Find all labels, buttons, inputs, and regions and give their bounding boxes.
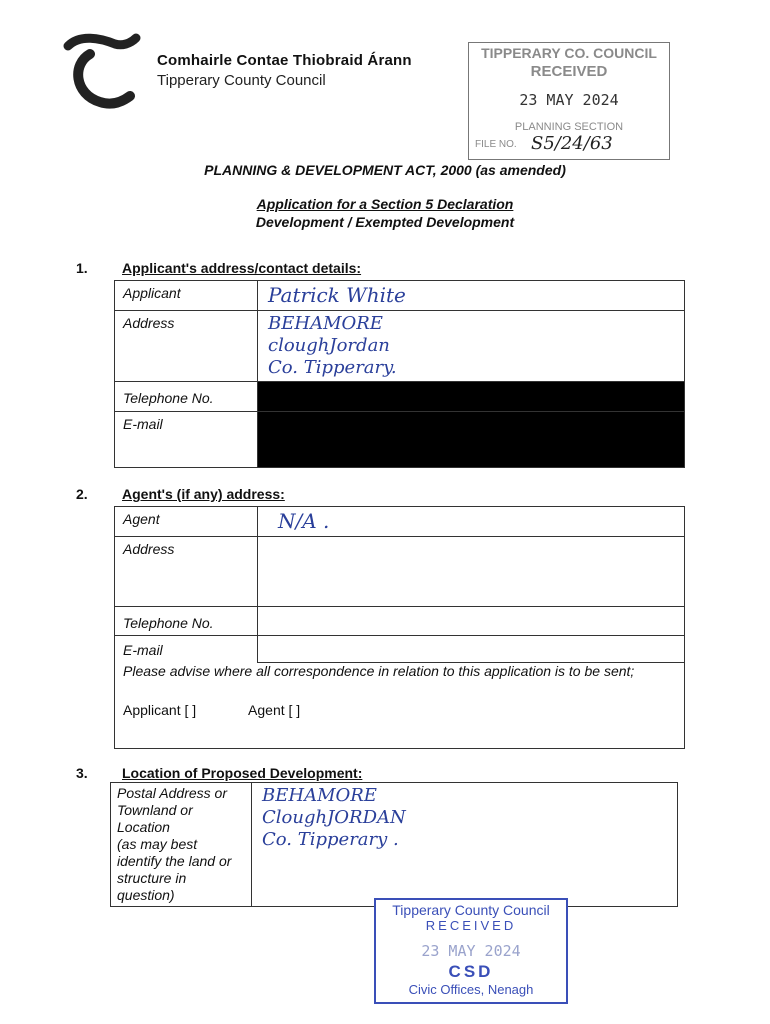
telephone-label: Telephone No.	[115, 382, 258, 412]
telephone-redacted	[258, 382, 685, 412]
agent-telephone-value[interactable]	[258, 607, 685, 636]
location-table	[110, 782, 678, 907]
address-value[interactable]	[258, 311, 685, 382]
council-name-irish: Comhairle Contae Thiobraid Árann	[157, 52, 412, 69]
council-name-english: Tipperary County Council	[157, 72, 326, 89]
location-line: CloughJORDAN	[262, 807, 406, 828]
address-line: cloughJordan	[268, 335, 390, 356]
correspondence-agent-option[interactable]: Agent [ ]	[248, 701, 301, 718]
location-label-line: Townland or	[117, 802, 193, 818]
agent-address-label: Address	[115, 537, 258, 607]
received-stamp	[468, 42, 670, 160]
agent-telephone-label: Telephone No.	[115, 607, 258, 636]
correspondence-cell	[115, 662, 685, 748]
location-line: Co. Tipperary .	[262, 829, 399, 850]
applicant-table	[114, 280, 685, 468]
csd-stamp-received: RECEIVED	[425, 918, 517, 933]
agent-email-label: E-mail	[115, 636, 258, 663]
agent-email-value[interactable]	[258, 636, 685, 663]
section2-title: Agent's (if any) address:	[122, 486, 285, 502]
stamp-received: RECEIVED	[530, 63, 608, 80]
application-title: Application for a Section 5 Declaration	[256, 196, 514, 212]
csd-received-stamp	[374, 898, 568, 1004]
location-label-line: Postal Address or	[117, 785, 227, 801]
location-value[interactable]	[252, 783, 678, 907]
stamp-section: PLANNING SECTION	[514, 121, 624, 133]
section3-title: Location of Proposed Development:	[122, 765, 363, 781]
csd-stamp-csd: CSD	[448, 962, 494, 981]
csd-stamp-date: 23 MAY 2024	[421, 942, 521, 960]
address-line: BEHAMORE	[268, 313, 383, 334]
correspondence-applicant-option[interactable]: Applicant [ ]	[123, 701, 197, 718]
agent-table	[114, 506, 685, 749]
location-label-line: question)	[117, 887, 175, 903]
stamp-date: 23 MAY 2024	[519, 91, 619, 109]
applicant-label: Applicant	[115, 281, 258, 311]
location-label-line: structure in	[117, 870, 187, 886]
location-label-line: identify the land or	[117, 853, 232, 869]
applicant-value[interactable]: Patrick White	[258, 281, 685, 311]
email-label: E-mail	[115, 412, 258, 468]
council-logo	[60, 24, 145, 109]
email-redacted	[258, 412, 685, 468]
address-label: Address	[115, 311, 258, 382]
location-line: BEHAMORE	[262, 785, 377, 806]
stamp-file-number: S5/24/63	[531, 133, 613, 154]
application-subtitle: Development / Exempted Development	[255, 214, 515, 230]
section2-number: 2.	[76, 486, 88, 502]
correspondence-text: Please advise where all correspondence in relation to this application is to be sent;	[123, 662, 635, 679]
section3-number: 3.	[76, 765, 88, 781]
location-label	[111, 783, 252, 907]
csd-stamp-offices: Civic Offices, Nenagh	[408, 982, 534, 997]
location-label-line: Location	[117, 819, 170, 835]
section1-title: Applicant's address/contact details:	[122, 260, 362, 276]
location-label-line: (as may best	[117, 836, 198, 852]
address-line: Co. Tipperary.	[268, 357, 397, 378]
agent-address-value[interactable]	[258, 537, 685, 607]
agent-label: Agent	[115, 507, 258, 537]
stamp-council: TIPPERARY CO. COUNCIL	[481, 45, 657, 61]
section1-number: 1.	[76, 260, 88, 276]
agent-value[interactable]: N/A .	[258, 507, 685, 537]
csd-stamp-council: Tipperary County Council	[392, 902, 550, 918]
stamp-file-label: FILE NO.	[475, 139, 517, 150]
act-title: PLANNING & DEVELOPMENT ACT, 2000 (as amended)	[204, 162, 566, 178]
